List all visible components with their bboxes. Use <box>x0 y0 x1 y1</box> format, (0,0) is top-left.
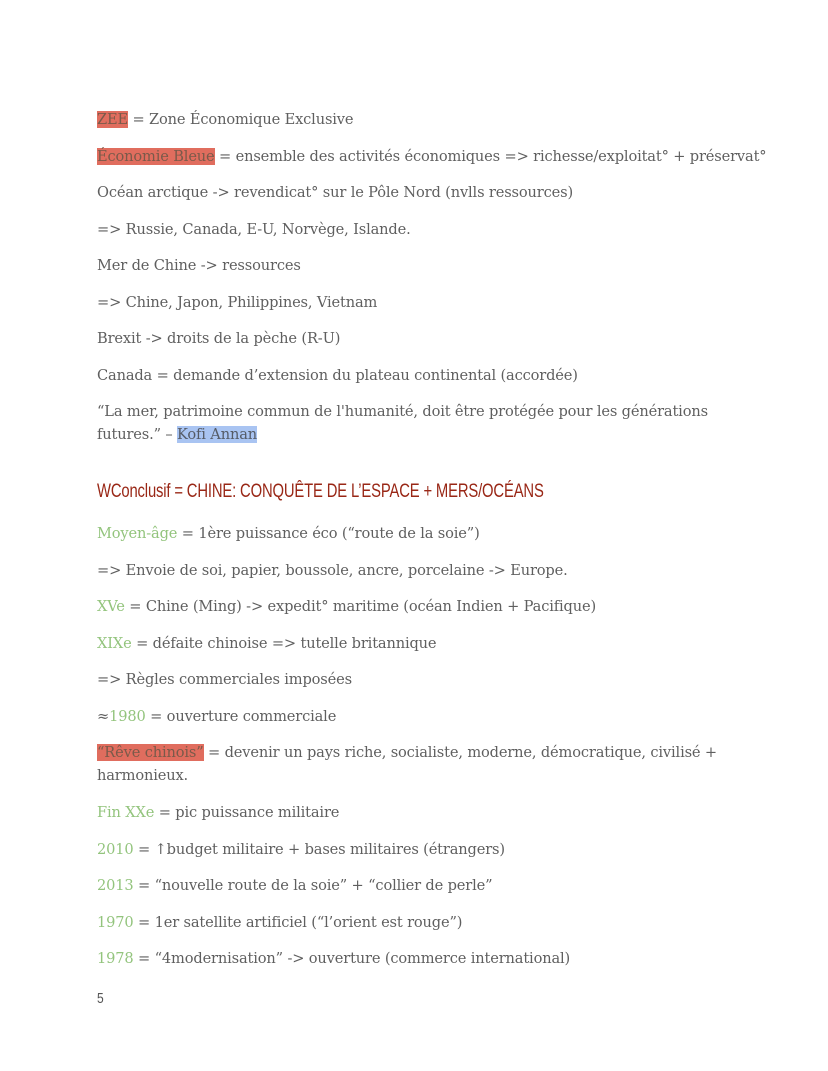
note-line: Mer de Chine -> ressources <box>97 257 301 274</box>
timeline-text: = pic puissance militaire <box>154 804 340 821</box>
note-line: => Russie, Canada, E-U, Norvège, Islande. <box>97 221 411 238</box>
note-line: Océan arctique -> revendicat° sur le Pôle Nord (nvlls ressources) <box>97 184 573 201</box>
definition-text: = Zone Économique Exclusive <box>128 111 354 128</box>
timeline-entry <box>97 801 339 824</box>
timeline-text: = 1er satellite artificiel (“l’orient est rouge”) <box>133 914 463 931</box>
timeline-text: = Chine (Ming) -> expedit° maritime (océan Indien + Pacifique) <box>124 598 596 615</box>
timeline-text: = 1ère puissance éco (“route de la soie”) <box>177 525 480 542</box>
timeline-date: XIXe <box>97 635 132 652</box>
quote-text: “La mer, patrimoine commun de l'humanité, doit être protégée pour les générations futures.” – <box>97 403 708 443</box>
timeline-text: = ouverture commerciale <box>145 708 337 725</box>
timeline-date: 1970 <box>97 914 134 931</box>
timeline-date: Fin XXe <box>97 804 155 821</box>
timeline-entry <box>97 632 436 655</box>
definition-text: = ensemble des activités économiques => richesse/exploitat° + préservat° <box>214 148 767 165</box>
page-number: 5 <box>97 990 104 1007</box>
note-line: => Chine, Japon, Philippines, Vietnam <box>97 294 378 311</box>
definition-text: = devenir un pays riche, socialiste, moderne, démocratique, civilisé + harmonieux. <box>97 744 717 784</box>
definition-zee <box>97 108 353 131</box>
note-line: Brexit -> droits de la pèche (R-U) <box>97 330 341 347</box>
quote <box>97 400 727 446</box>
timeline-date: 2013 <box>97 877 134 894</box>
highlighted-term: Économie Bleue <box>97 148 215 165</box>
timeline-date: 1978 <box>97 950 134 967</box>
timeline-entry <box>97 522 480 545</box>
timeline-entry <box>97 874 492 897</box>
timeline-date: Moyen-âge <box>97 525 178 542</box>
timeline-date: 2010 <box>97 841 134 858</box>
note-line: Canada = demande d’extension du plateau continental (accordée) <box>97 367 578 384</box>
timeline-entry <box>97 947 570 970</box>
timeline-text: = “4modernisation” -> ouverture (commerce international) <box>133 950 571 967</box>
quote-author: Kofi Annan <box>177 426 257 443</box>
timeline-entry <box>97 911 462 934</box>
timeline-text: = “nouvelle route de la soie” + “collier de perle” <box>133 877 493 894</box>
note-line: => Envoie de soi, papier, boussole, ancre, porcelaine -> Europe. <box>97 562 568 579</box>
highlighted-term: ZEE <box>97 111 128 128</box>
definition-economie-bleue <box>97 145 766 168</box>
timeline-entry <box>97 838 505 861</box>
timeline-text: = ↑budget militaire + bases militaires (étrangers) <box>133 841 505 858</box>
section-heading: WConclusif = CHINE: CONQUÊTE DE L’ESPACE + MERS/OCÉANS <box>97 481 544 502</box>
definition-reve-chinois <box>97 741 727 787</box>
highlighted-term: “Rêve chinois” <box>97 744 204 761</box>
timeline-date: 1980 <box>109 708 146 725</box>
timeline-entry <box>97 705 336 728</box>
timeline-entry <box>97 595 596 618</box>
approx-prefix: ≈ <box>97 708 110 725</box>
timeline-date: XVe <box>97 598 125 615</box>
note-line: => Règles commerciales imposées <box>97 671 352 688</box>
timeline-text: = défaite chinoise => tutelle britannique <box>131 635 437 652</box>
